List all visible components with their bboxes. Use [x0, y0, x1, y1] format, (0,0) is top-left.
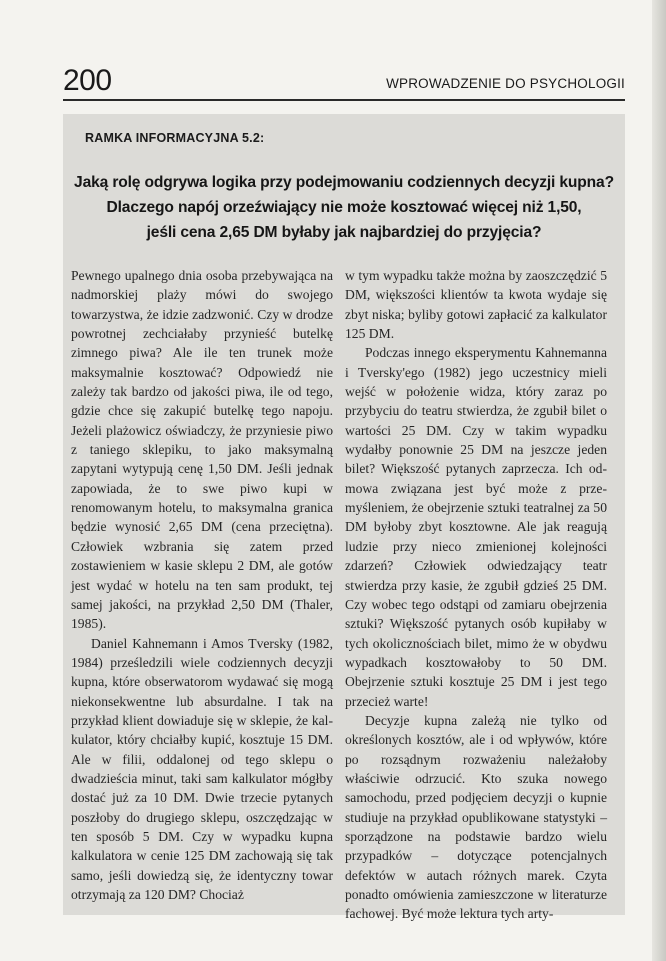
- info-box-title: [63, 170, 625, 245]
- title-line: Jaką rolę odgrywa logika przy podejmowaniu codziennych decyzji kupna?: [74, 174, 614, 191]
- title-line: jeśli cena 2,65 DM byłaby jak najbardziej do przyjęcia?: [146, 224, 542, 241]
- paragraph: Pewnego upalnego dnia osoba przebywająca na nadmorskiej plaży mówi do swojego towarzystwa, że idzie zadzwonić. Czy w drodze powrotnej zechciałaby przynieść butelkę zimnego piwa? Ale ile ten trunek może maksymalnie kosztować? Odpowiedź nie zależy tak bardzo od jakości piwa, ile od tego, gdzie chce się zakupić butelkę tego napoju. Jeżeli plażowicz oświadczy, że przyniesie piwo z taniego sklepiku, to jako maksymalną zapytani wytypują cenę 1,50 DM. Jeśli jednak zapowiada, że to swe piwo kupi w renomowanym hotelu, to maksymalna granica będzie wynosić 2,65 DM (cena przeciętna). Człowiek wzbrania się zatem przed zostawieniem w kasie sklepu 2 DM, ale gotów jest wydać w hotelu na ten sam produkt, tej samej jakości, na przykład 2,50 DM (Thaler, 1985).: [71, 268, 333, 632]
- paragraph: Podczas innego eksperymentu Kahnemanna i Tversky'ego (1982) jego uczestnicy mieli wejść w położenie widza, który zaraz po przybyciu do teatru stwierdza, że zgubił bilet o wartości 25 DM. Czy w takim wypadku wydałby ponownie 25 DM na jeszcze jeden bilet? Większość pytanych zaprzecza. Ich odmowa związana jest być może z przemyśleniem, że obejrzenie sztuki teatralnej za 50 DM byłoby zbyt kosztowne. Ale jak reagują ludzie przy nieco zmienionej kolejności zdarzeń? Człowiek odwiedzający teatr stwierdza przy kasie, że zgubił gdzieś 25 DM. Czy wobec tego odstąpi od zamiaru obejrzenia sztuki? Większość pytanych osób kupiłaby w tych okolicznościach bilet, mimo że w obydwu wypadkach kosztowałoby to 50 DM. Obejrzenie sztuki kosztuje 25 DM i jest tego przecież warte!: [345, 345, 607, 709]
- page-number: 200: [63, 64, 112, 97]
- page-edge: [652, 0, 666, 961]
- info-box-label: RAMKA INFORMACYJNA 5.2:: [85, 131, 265, 145]
- paragraph: w tym wypadku także można by zaoszczędzić 5 DM, większości klientów ta kwota wydaje się zbyt niska; byliby gotowi zapłacić za kalkulator 125 DM.: [345, 268, 607, 342]
- info-box: [63, 114, 625, 922]
- running-head: WPROWADZENIE DO PSYCHOLOGII: [386, 76, 625, 91]
- title-line: Dlaczego napój orzeźwiający nie może kosztować więcej niż 1,50,: [106, 199, 582, 216]
- left-column: [71, 266, 333, 904]
- right-column: [345, 266, 607, 924]
- header-rule: [63, 99, 625, 101]
- paragraph: Decyzje kupna zależą nie tylko od określonych kosztów, ale i od wpływów, które po rozsądnym rozważeniu należałoby właściwie odrzucić. Kto szuka nowego samochodu, przed podjęciem decyzji o kupnie studiuje na przykład opublikowane statystyki – sporządzone na podstawie bardzo wielu przypadków – dotyczące potencjalnych defektów w autach różnych marek. Czyta ponadto omówienia zamieszczone w literaturze fachowej. Być może lektura tych arty-: [345, 712, 607, 922]
- paragraph: Daniel Kahnemann i Amos Tversky (1982, 1984) prześledzili wiele codziennych decyzji kupna, które obserwatorom wydawać się mogą niekonsekwentne lub absurdalne. I tak na przykład klient dowiaduje się w sklepie, że kalkulator, który chciałby kupić, kosztuje 15 DM. Ale w filii, oddalonej od tego sklepu o dwadzieścia minut, taki sam kalkulator mógłby dostać już za 10 DM. Dwie trzecie pytanych poszłoby do drugiego sklepu, oszczędzając w ten sposób 5 DM. Czy w wypadku kupna kalkulatora w cenie 125 DM zachowają się tak samo, jeśli dowiedzą się, że identyczny towar otrzymają za 120 DM? Chociaż: [71, 635, 333, 902]
- page-header: [63, 64, 625, 98]
